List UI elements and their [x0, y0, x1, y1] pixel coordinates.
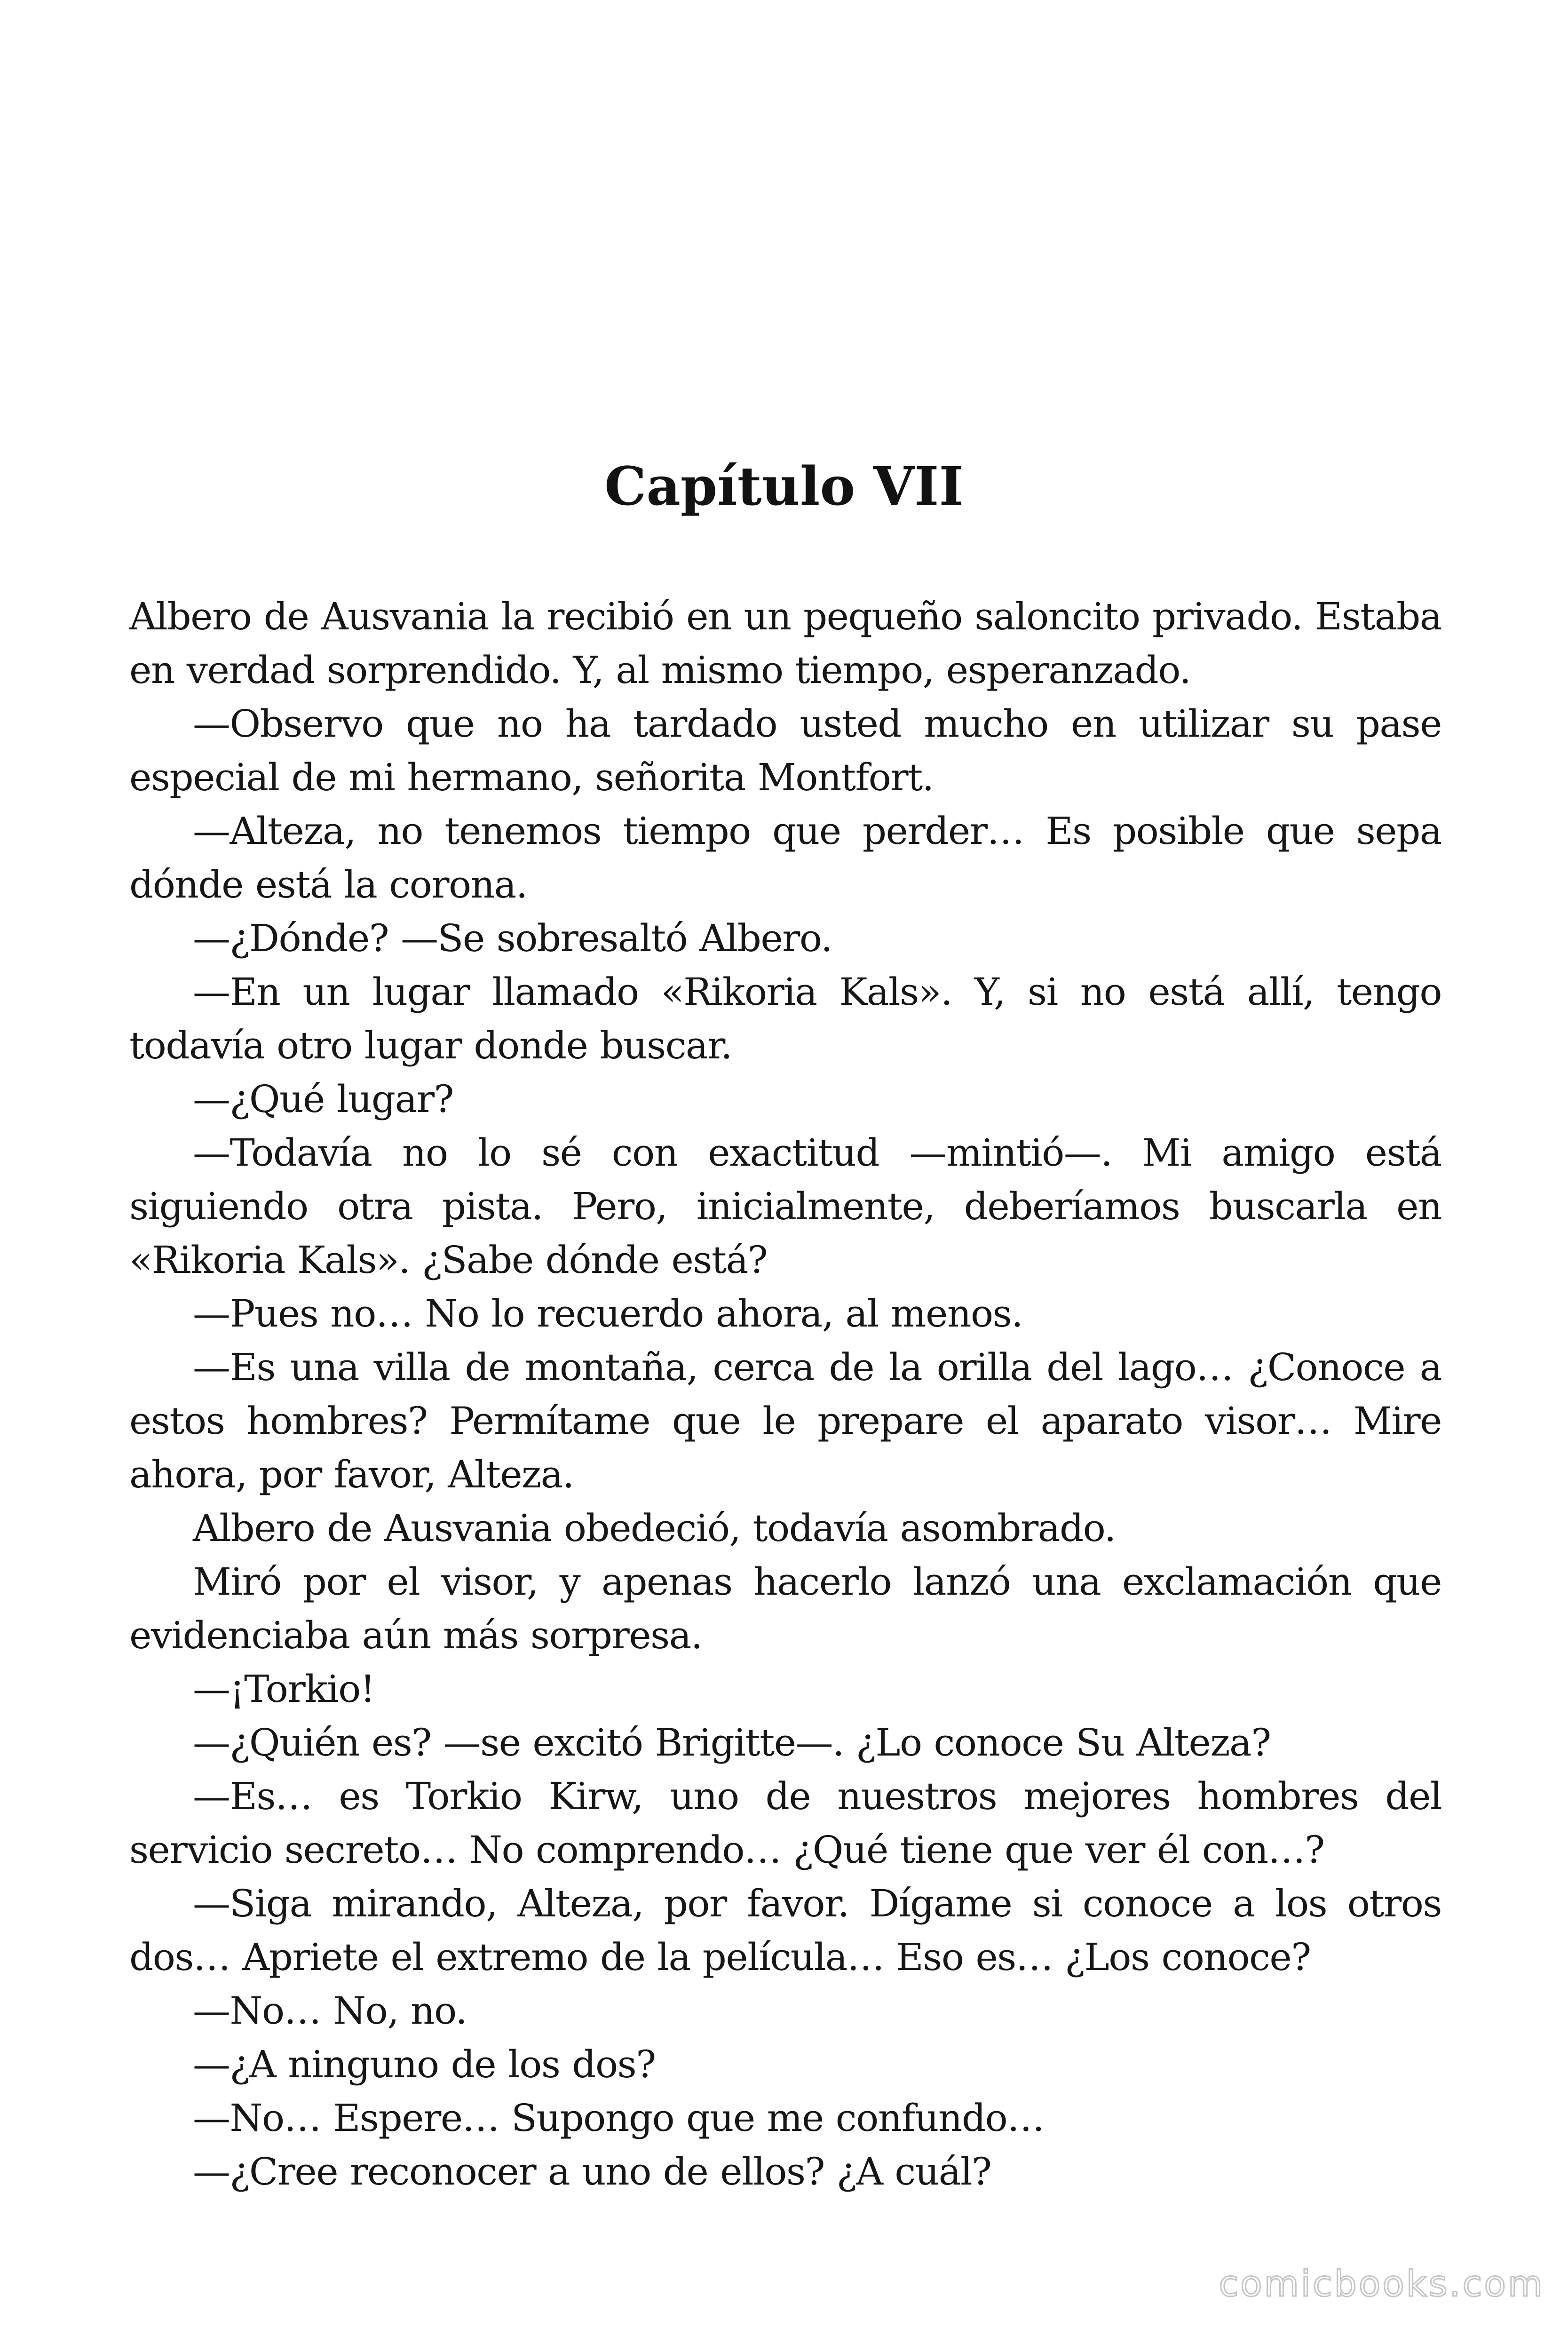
paragraph: —Todavía no lo sé con exactitud —mintió—. Mi amigo está siguiendo otra pista. Pero, inicialmente, deberíamos buscarla en «Rikoria Kals». ¿Sabe dónde está?	[129, 1131, 1441, 1282]
paragraph: —Alteza, no tenemos tiempo que perder… Es posible que sepa dónde está la corona.	[129, 809, 1441, 906]
paragraph: —Observo que no ha tardado usted mucho en utilizar su pase especial de mi hermano, señorita Montfort.	[129, 702, 1441, 799]
paragraph: —Siga mirando, Alteza, por favor. Dígame si conoce a los otros dos… Apriete el extremo de la película… Eso es… ¿Los conoce?	[129, 1882, 1441, 1979]
paragraph: Miró por el visor, y apenas hacerlo lanzó una exclamación que evidenciaba aún más sorpresa.	[129, 1560, 1441, 1657]
paragraph: —¿Dónde? —Se sobresaltó Albero.	[193, 916, 832, 960]
chapter-body	[129, 590, 1441, 2199]
paragraph: —¡Torkio!	[193, 1667, 375, 1711]
paragraph: —Pues no… No lo recuerdo ahora, al menos.	[193, 1292, 1023, 1335]
paragraph: —En un lugar llamado «Rikoria Kals». Y, si no está allí, tengo todavía otro lugar donde buscar.	[129, 970, 1441, 1067]
paragraph: —¿Qué lugar?	[193, 1077, 453, 1121]
watermark: comicbooks.com	[1219, 2263, 1544, 2304]
paragraph: Albero de Ausvania obedeció, todavía asombrado.	[193, 1506, 1116, 1550]
paragraph: —Es una villa de montaña, cerca de la orilla del lago… ¿Conoce a estos hombres? Permítame que le prepare el aparato visor… Mire ahora, por favor, Alteza.	[129, 1345, 1441, 1496]
paragraph: —¿Quién es? —se excitó Brigitte—. ¿Lo conoce Su Alteza?	[193, 1721, 1271, 1764]
paragraph: Albero de Ausvania la recibió en un pequeño saloncito privado. Estaba en verdad sorprendido. Y, al mismo tiempo, esperanzado.	[129, 595, 1441, 692]
paragraph: —Es… es Torkio Kirw, uno de nuestros mejores hombres del servicio secreto… No comprendo… ¿Qué tiene que ver él con…?	[129, 1774, 1441, 1872]
chapter-title: Capítulo VII	[604, 456, 964, 517]
paragraph: —No… Espere… Supongo que me confundo…	[193, 2096, 1044, 2140]
paragraph: —¿Cree reconocer a uno de ellos? ¿A cuál?	[193, 2150, 991, 2193]
paragraph: —¿A ninguno de los dos?	[193, 2042, 656, 2086]
paragraph: —No… No, no.	[193, 1989, 467, 2033]
